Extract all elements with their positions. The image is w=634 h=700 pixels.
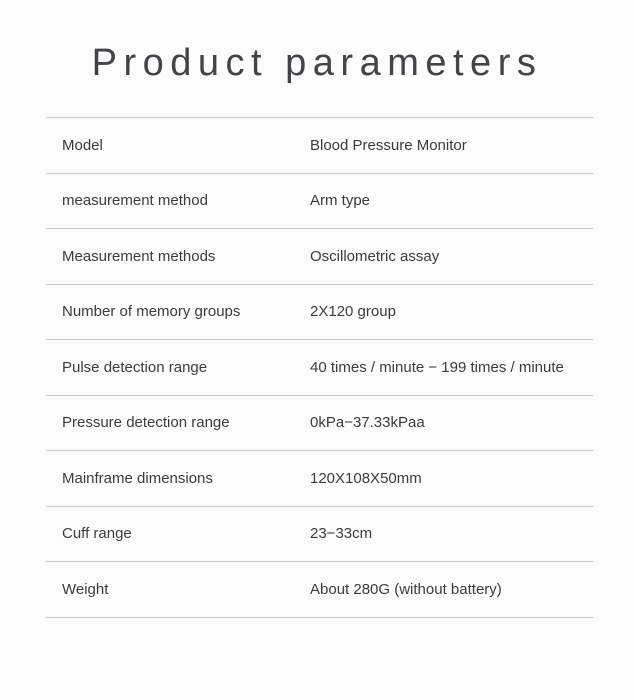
- row-label: Pressure detection range: [62, 414, 230, 432]
- row-label: Model: [62, 136, 103, 154]
- table-row: [46, 507, 593, 563]
- row-label: Mainframe dimensions: [62, 469, 213, 487]
- row-value: About 280G (without battery): [310, 580, 502, 598]
- row-label: Cuff range: [62, 525, 132, 543]
- row-value: 23−33cm: [310, 525, 373, 543]
- row-label: measurement method: [62, 192, 208, 210]
- row-label: Measurement methods: [62, 247, 216, 265]
- table-row: [46, 285, 593, 341]
- row-value: 2X120 group: [310, 303, 396, 321]
- parameters-table: [46, 117, 593, 618]
- row-value: Oscillometric assay: [310, 247, 440, 265]
- table-row: [46, 451, 593, 507]
- row-value: 0kPa−37.33kPaa: [310, 414, 425, 432]
- row-value: 120X108X50mm: [310, 469, 422, 487]
- row-label: Weight: [62, 580, 109, 598]
- table-row: [46, 174, 593, 230]
- table-row: [46, 118, 593, 174]
- page-title: Product parameters: [91, 42, 543, 84]
- table-row: [46, 229, 593, 285]
- row-value: Blood Pressure Monitor: [310, 136, 467, 154]
- row-label: Number of memory groups: [62, 303, 241, 321]
- table-row: [46, 340, 593, 396]
- row-label: Pulse detection range: [62, 358, 208, 376]
- row-value: Arm type: [310, 192, 371, 210]
- table-row: [46, 562, 593, 618]
- row-value: 40 times / minute − 199 times / minute: [310, 358, 564, 376]
- table-row: [46, 396, 593, 452]
